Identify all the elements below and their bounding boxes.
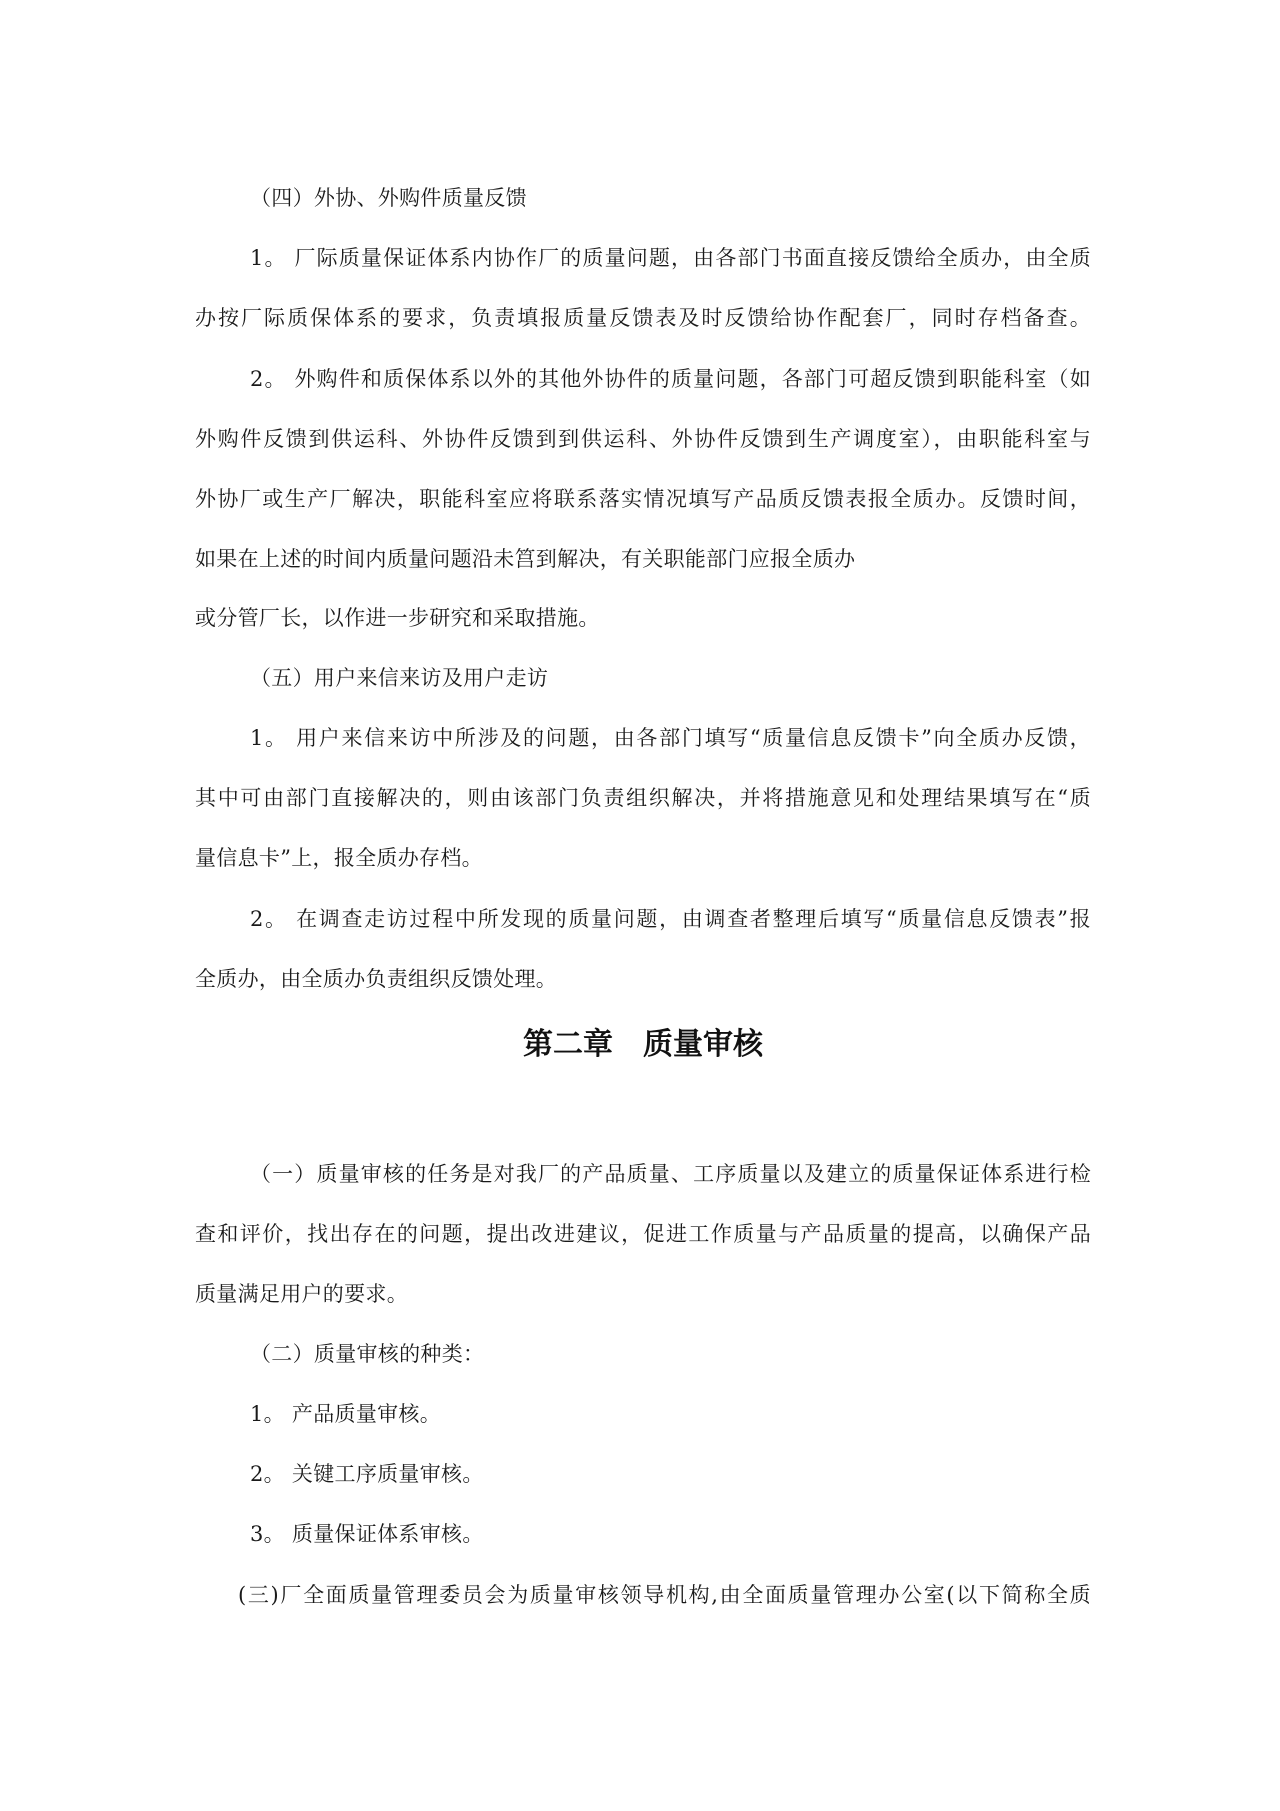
section5-item1-line3: 量信息卡”上，报全质办存档。 xyxy=(195,846,483,870)
chapter2-para3-line1: (三)厂全面质量管理委员会为质量审核领导机构,由全面质量管理办公室(以下简称全质 xyxy=(238,1583,1091,1607)
section5-item1-line2: 其中可由部门直接解决的，则由该部门负责组织解决，并将措施意见和处理结果填写在“质 xyxy=(195,786,1091,810)
chapter-title: 第二章 质量审核 xyxy=(523,1027,763,1062)
section4-item2-line3: 外协厂或生产厂解决，职能科室应将联系落实情况填写产品质反馈表报全质办。反馈时间， xyxy=(195,487,1091,511)
section4-item2-line2: 外购件反馈到供运科、外协件反馈到到供运科、外协件反馈到生产调度室），由职能科室与 xyxy=(195,427,1091,451)
section5-item2-line2: 全质办，由全质办负责组织反馈处理。 xyxy=(195,967,558,991)
section4-item2-line1: 2。 外购件和质保体系以外的其他外协件的质量问题，各部门可超反馈到职能科室（如 xyxy=(250,367,1091,391)
section5-item1-line1: 1。 用户来信来访中所涉及的问题，由各部门填写“质量信息反馈卡”向全质办反馈， xyxy=(250,726,1091,750)
section5-heading: （五）用户来信来访及用户走访 xyxy=(250,666,549,690)
chapter2-para1-line2: 查和评价，找出存在的问题，提出改进建议，促进工作质量与产品质量的提高，以确保产品 xyxy=(195,1222,1091,1246)
section4-item2-line4: 如果在上述的时间内质量问题沿未筥到解决，有关职能部门应报全质办 xyxy=(195,547,856,571)
audit-type-item: 3。 质量保证体系审核。 xyxy=(250,1522,484,1546)
section4-item1-line1: 1。 厂际质量保证体系内协作厂的质量问题，由各部门书面直接反馈给全质办，由全质 xyxy=(250,246,1091,270)
section5-item2-line1: 2。 在调查走访过程中所发现的质量问题，由调查者整理后填写“质量信息反馈表”报 xyxy=(250,907,1091,931)
section4-item2-line5: 或分管厂长，以作进一步研究和采取措施。 xyxy=(195,606,600,630)
audit-type-item: 2。 关键工序质量审核。 xyxy=(250,1462,484,1486)
chapter2-para1-line1: （一）质量审核的任务是对我厂的产品质量、工序质量以及建立的质量保证体系进行检 xyxy=(250,1162,1091,1186)
section4-item1-line2: 办按厂际质保体系的要求，负责填报质量反馈表及时反馈给协作配套厂，同时存档备查。 xyxy=(195,306,1091,330)
section4-heading: （四）外协、外购件质量反馈 xyxy=(250,186,527,210)
chapter2-para2-heading: （二）质量审核的种类： xyxy=(250,1342,485,1366)
chapter2-para1-line3: 质量满足用户的要求。 xyxy=(195,1282,408,1306)
audit-type-item: 1。 产品质量审核。 xyxy=(250,1402,442,1426)
